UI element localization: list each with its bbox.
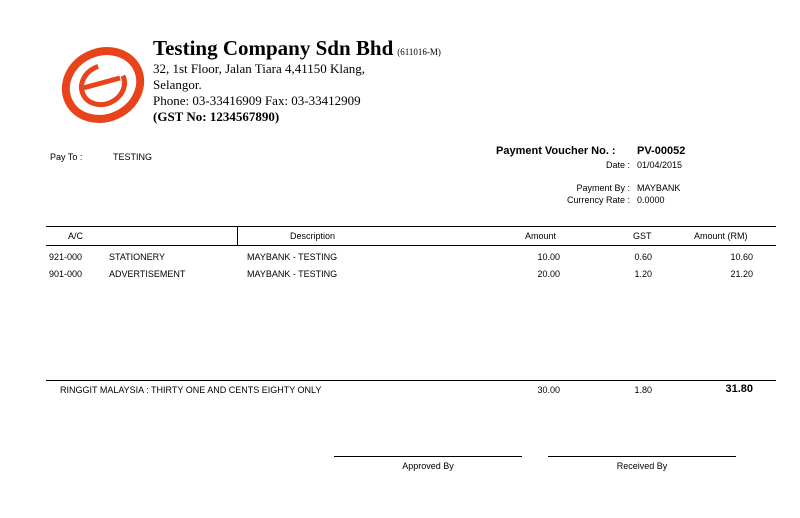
payment-by-value: MAYBANK [637,183,681,193]
received-by-label: Received By [616,461,668,471]
table-top-rule [46,226,776,227]
total-gst: 1.80 [634,385,652,395]
total-amount-rm: 31.80 [725,383,753,395]
total-in-words: RINGGIT MALAYSIA : THIRTY ONE AND CENTS EIGHTY ONLY [60,385,322,395]
pay-to-value: TESTING [113,152,153,162]
row-description: MAYBANK - TESTING [247,269,338,279]
company-logo [58,40,148,130]
approved-by-label: Approved By [402,461,454,471]
approved-by-line [334,456,522,457]
voucher-number: PV-00052 [637,145,686,157]
company-gst-no: (GST No: 1234567890) [153,109,280,124]
col-header-gst: GST [633,231,652,241]
row-gst: 0.60 [634,252,652,262]
company-name: Testing Company Sdn Bhd (611016-M) [153,36,441,60]
company-reg-no: (611016-M) [397,47,441,57]
row-amount: 10.00 [537,252,560,262]
company-phone-fax: Phone: 03-33416909 Fax: 03-33412909 [153,93,361,108]
col-header-amount-rm: Amount (RM) [694,231,748,241]
currency-rate-value: 0.0000 [637,195,665,205]
row-ac: 901-000 [49,269,83,279]
row-amount-rm: 21.20 [730,269,753,279]
col-header-description: Description [290,231,336,241]
row-account-name: ADVERTISEMENT [109,269,186,279]
date-value: 01/04/2015 [637,160,683,170]
table-col-divider [237,226,238,245]
table-total-rule [46,380,776,381]
currency-rate-label: Currency Rate : [566,195,630,205]
pay-to-label: Pay To : [50,152,83,162]
payment-by-label: Payment By : [576,183,630,193]
row-amount-rm: 10.60 [730,252,753,262]
row-description: MAYBANK - TESTING [247,252,338,262]
row-gst: 1.20 [634,269,652,279]
row-amount: 20.00 [537,269,560,279]
date-label: Date : [605,160,630,170]
company-address-line1: 32, 1st Floor, Jalan Tiara 4,41150 Klang, [153,61,366,76]
voucher-title: Payment Voucher No. : [496,145,616,157]
received-by-line [548,456,736,457]
company-address-line2: Selangor. [153,77,202,92]
row-account-name: STATIONERY [109,252,166,262]
total-amount: 30.00 [537,385,560,395]
col-header-ac: A/C [68,231,84,241]
table-header-rule [46,245,776,246]
row-ac: 921-000 [49,252,83,262]
col-header-amount: Amount [525,231,557,241]
